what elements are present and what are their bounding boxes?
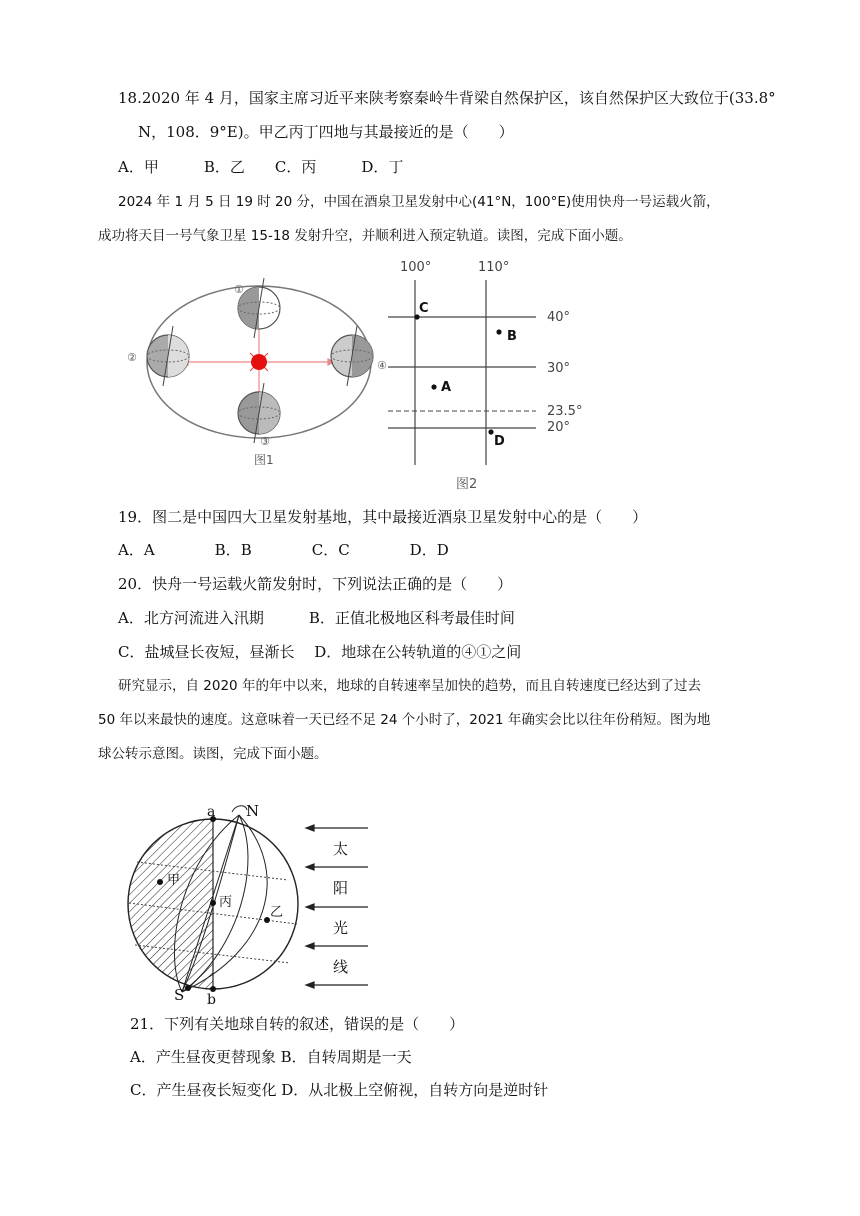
point-B-label: B: [507, 329, 517, 344]
position-label-2: ②: [127, 351, 137, 364]
figure-1-orbit-diagram: [127, 260, 410, 470]
q21-option-ab: A．产生昼夜更替现象 B．自转周期是一天: [130, 1048, 412, 1066]
earth-position-3: [238, 383, 280, 443]
q19-stem: 19．图二是中国四大卫星发射基地，其中最接近酒泉卫星发射中心的是（ ）: [118, 508, 648, 526]
point-D-label: D: [494, 434, 505, 449]
sunlight-char-3: 光: [333, 919, 349, 937]
figure-3-earth-sunlight: [122, 800, 382, 1008]
label-jia: 甲: [167, 873, 181, 888]
lon-label-110: 110°: [478, 260, 510, 275]
q18-line1: 18.2020 年 4 月，国家主席习近平来陕考察秦岭牛背梁自然保护区，该自然保护区大致位于(33.8°: [118, 89, 776, 107]
q18-options: A．甲 B．乙 C．丙 D．丁: [118, 158, 404, 176]
label-a: a: [207, 804, 216, 820]
sunlight-char-2: 阳: [333, 879, 349, 897]
intro2-line1: 研究显示，自 2020 年的年中以来，地球的自转速率呈加快的趋势，而且自转速度已经达到了过去: [118, 678, 701, 694]
point-D-dot: [488, 429, 493, 434]
q20-option-ab: A．北方河流进入汛期 B．正值北极地区科考最佳时间: [118, 609, 515, 627]
lon-label-100: 100°: [400, 260, 432, 275]
sun-disc: [251, 354, 267, 370]
q19-options: A．A B．B C．C D．D: [118, 541, 449, 559]
label-bing: 丙: [219, 895, 233, 910]
point-A-label: A: [441, 380, 452, 395]
intro2-line2: 50 年以来最快的速度。这意味着一天已经不足 24 个小时了，2021 年确实会比以往年份稍短。图为地: [98, 712, 711, 728]
lat-label-40: 40°: [547, 310, 571, 325]
point-s-dot: [185, 985, 191, 991]
point-A-dot: [431, 384, 436, 389]
position-label-3: ③: [260, 435, 270, 448]
lat-label-30: 30°: [547, 361, 571, 376]
q18-line2: N，108．9°E)。甲乙丙丁四地与其最接近的是（ ）: [138, 123, 514, 141]
q21-stem: 21．下列有关地球自转的叙述，错误的是（ ）: [130, 1015, 465, 1033]
point-jia-dot: [157, 879, 163, 885]
point-B-dot: [496, 329, 501, 334]
label-S: S: [174, 986, 185, 1004]
position-label-4: ④: [377, 359, 387, 372]
point-C-label: C: [419, 301, 429, 316]
point-bing-dot: [210, 900, 216, 906]
position-label-1: ①: [234, 283, 244, 296]
intro1-line2: 成功将天目一号气象卫星 15-18 发射升空，并顺利进入预定轨道。读图，完成下面小题。: [98, 228, 632, 244]
q20-stem: 20．快舟一号运载火箭发射时，下列说法正确的是（ ）: [118, 575, 513, 593]
intro1-line1: 2024 年 1 月 5 日 19 时 20 分，中国在酒泉卫星发射中心(41°N，100°E)使用快舟一号运载火箭，: [118, 194, 720, 210]
label-b: b: [207, 992, 216, 1008]
q20-option-cd: C．盐城昼长夜短，昼渐长 D．地球在公转轨道的④①之间: [118, 643, 522, 661]
lat-label-23-5: 23.5°: [547, 404, 583, 419]
figure-2-caption: 图2: [456, 477, 478, 492]
label-yi: 乙: [270, 905, 284, 920]
rotation-arrow: [232, 806, 247, 812]
earth-position-4: [331, 326, 373, 386]
lat-label-20: 20°: [547, 420, 571, 435]
earth-position-2: [147, 326, 189, 386]
q21-option-cd: C．产生昼夜长短变化 D．从北极上空俯视，自转方向是逆时针: [130, 1081, 549, 1099]
figure-2-launch-sites: [380, 250, 600, 490]
sunlight-char-1: 太: [333, 840, 349, 858]
sunlight-char-4: 线: [333, 958, 349, 976]
figure-1-caption: 图1: [254, 453, 274, 467]
intro2-line3: 球公转示意图。读图，完成下面小题。: [98, 746, 328, 762]
label-N: N: [246, 802, 260, 820]
